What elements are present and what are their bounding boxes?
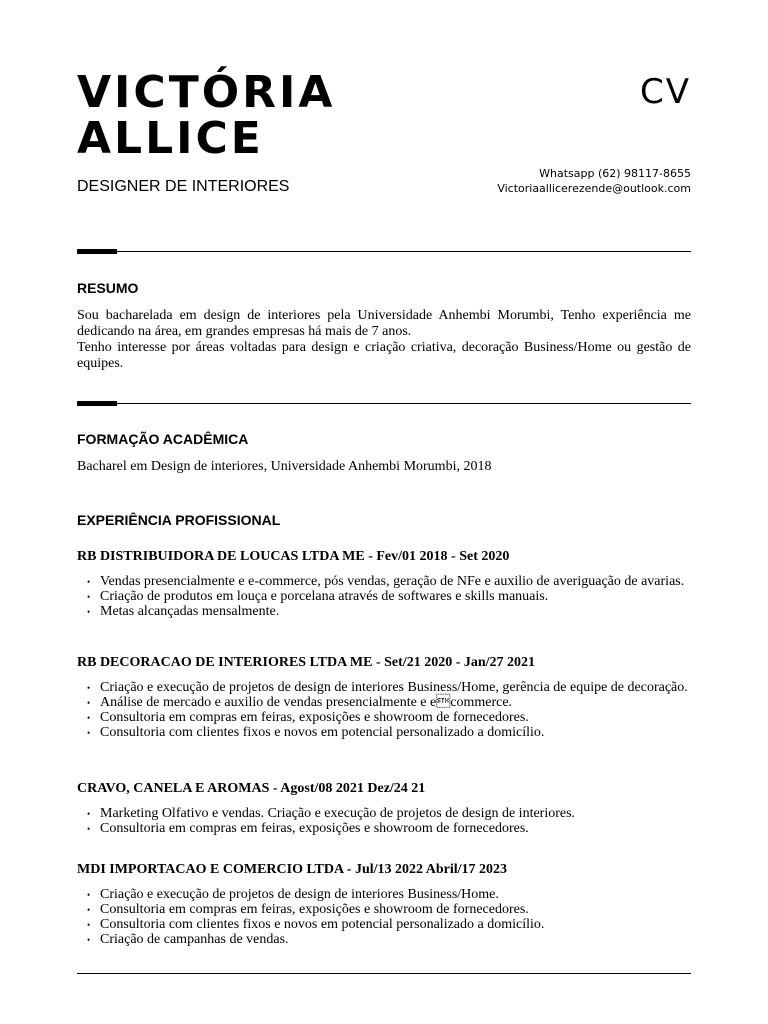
- bottom-divider: [77, 973, 691, 974]
- list-item: • Criação de produtos em louça e porcelana através de softwares e skills manuais.: [77, 589, 691, 604]
- formacao-heading: FORMAÇÃO ACADÊMICA: [77, 431, 249, 447]
- section-divider: [77, 251, 691, 252]
- job-entry: [77, 861, 691, 947]
- job-title: CRAVO, CANELA E AROMAS - Agost/08 2021 Dez/24 21: [77, 781, 426, 796]
- job-entry: [77, 780, 691, 836]
- list-item: • Consultoria em compras em feiras, exposições e showroom de fornecedores.: [77, 902, 691, 917]
- resumo-text: [77, 308, 691, 372]
- list-item: • Consultoria em compras em feiras, exposições e showroom de fornecedores.: [77, 710, 691, 725]
- job-duties: [77, 806, 691, 836]
- divider-accent: [77, 249, 117, 254]
- list-item: • Análise de mercado e auxilio de vendas presencialmente e ecommerce.: [77, 695, 691, 710]
- job-entry: [77, 654, 691, 740]
- name-line-2: ALLICE: [77, 113, 264, 164]
- resumo-heading: RESUMO: [77, 280, 139, 296]
- job-duties: [77, 574, 691, 619]
- list-item: • Vendas presencialmente e e-commerce, pós vendas, geração de NFe e auxilio de averiguação de avarias.: [77, 574, 691, 589]
- resumo-paragraph: Tenho interesse por áreas voltadas para design e criação criativa, decoração Business/Home ou gestão de equipes.: [77, 340, 691, 371]
- list-item: • Consultoria em compras em feiras, exposições e showroom de fornecedores.: [77, 821, 691, 836]
- email-text: Victoriaallicerezende@outlook.com: [497, 182, 691, 195]
- candidate-name: [77, 67, 336, 164]
- job-duties: [77, 887, 691, 947]
- list-item: • Consultoria com clientes fixos e novos em potencial personalizado a domicílio.: [77, 725, 691, 740]
- job-entry: [77, 548, 691, 619]
- job-title: RB DISTRIBUIDORA DE LOUCAS LTDA ME - Fev/01 2018 - Set 2020: [77, 549, 510, 564]
- contact-info: [497, 166, 691, 196]
- resumo-paragraph: Sou bacharelada em design de interiores pela Universidade Anhembi Morumbi, Tenho experiência me dedicando na área, em grandes empresas há mais de 7 anos.: [77, 308, 691, 339]
- list-item: • Criação e execução de projetos de design de interiores Business/Home, gerência de equipe de decoração.: [77, 680, 691, 695]
- list-item: • Metas alcançadas mensalmente.: [77, 604, 691, 619]
- job-role: DESIGNER DE INTERIORES: [77, 178, 290, 195]
- job-title: RB DECORACAO DE INTERIORES LTDA ME - Set/21 2020 - Jan/27 2021: [77, 655, 536, 670]
- job-title: MDI IMPORTACAO E COMERCIO LTDA - Jul/13 2022 Abril/17 2023: [77, 862, 508, 877]
- formacao-text: Bacharel em Design de interiores, Universidade Anhembi Morumbi, 2018: [77, 459, 492, 474]
- list-item: • Criação e execução de projetos de design de interiores Business/Home.: [77, 887, 691, 902]
- list-item: • Criação de campanhas de vendas.: [77, 932, 691, 947]
- divider-accent: [77, 401, 117, 406]
- experiencia-heading: EXPERIÊNCIA PROFISSIONAL: [77, 512, 281, 528]
- list-item: • Consultoria com clientes fixos e novos em potencial personalizado a domicílio.: [77, 917, 691, 932]
- cv-label: CV: [640, 72, 691, 112]
- phone-text: Whatsapp (62) 98117-8655: [539, 167, 691, 180]
- job-duties: [77, 680, 691, 740]
- name-line-1: VICTÓRIA: [77, 67, 336, 118]
- list-item: • Marketing Olfativo e vendas. Criação e execução de projetos de design de interiores.: [77, 806, 691, 821]
- section-divider: [77, 403, 691, 404]
